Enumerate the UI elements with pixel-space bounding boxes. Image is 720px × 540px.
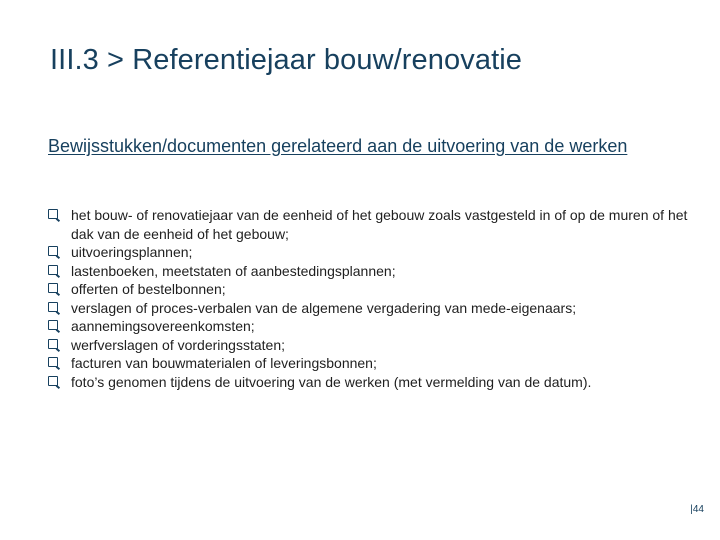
list-item (48, 299, 698, 318)
checkbox-icon (48, 209, 58, 219)
checkbox-icon (48, 320, 58, 330)
list-item-text: aannemingsovereenkomsten; (71, 318, 255, 334)
list-item (48, 336, 698, 355)
checkbox-icon (48, 357, 58, 367)
list-item (48, 262, 698, 281)
list-item-text: verslagen of proces-verbalen van de algemene vergadering van mede-eigenaars; (71, 299, 577, 316)
list-item-text: het bouw- of renovatiejaar van de eenheid of het gebouw zoals vastgesteld in of op de muren of het dak van de eenheid of het gebouw; (71, 207, 688, 242)
list-item-text: foto’s genomen tijdens de uitvoering van de werken (met vermelding van de datum). (71, 373, 592, 390)
list-item (48, 206, 698, 243)
list-item-text: lastenboeken, meetstaten of aanbestedingsplannen; (71, 262, 396, 279)
checkbox-icon (48, 302, 58, 312)
checkbox-icon (48, 376, 58, 386)
list-item-text: werfverslagen of vorderingsstaten; (71, 336, 285, 353)
document-list (48, 206, 698, 391)
list-item (48, 243, 698, 262)
checkbox-icon (48, 283, 58, 293)
list-item-text: uitvoeringsplannen; (71, 244, 193, 260)
list-item (48, 280, 698, 299)
list-item-text: facturen van bouwmaterialen of leveringsbonnen; (71, 355, 377, 371)
list-item-text: offerten of bestelbonnen; (71, 281, 226, 297)
list-item (48, 317, 698, 336)
list-item (48, 354, 698, 373)
checkbox-icon (48, 339, 58, 349)
checkbox-icon (48, 265, 58, 275)
section-subtitle: Bewijsstukken/documenten gerelateerd aan de uitvoering van de werken (48, 136, 628, 156)
list-item (48, 373, 698, 392)
page-number: |44 (690, 504, 704, 515)
slide-title: III.3 > Referentiejaar bouw/renovatie (50, 44, 523, 76)
checkbox-icon (48, 246, 58, 256)
